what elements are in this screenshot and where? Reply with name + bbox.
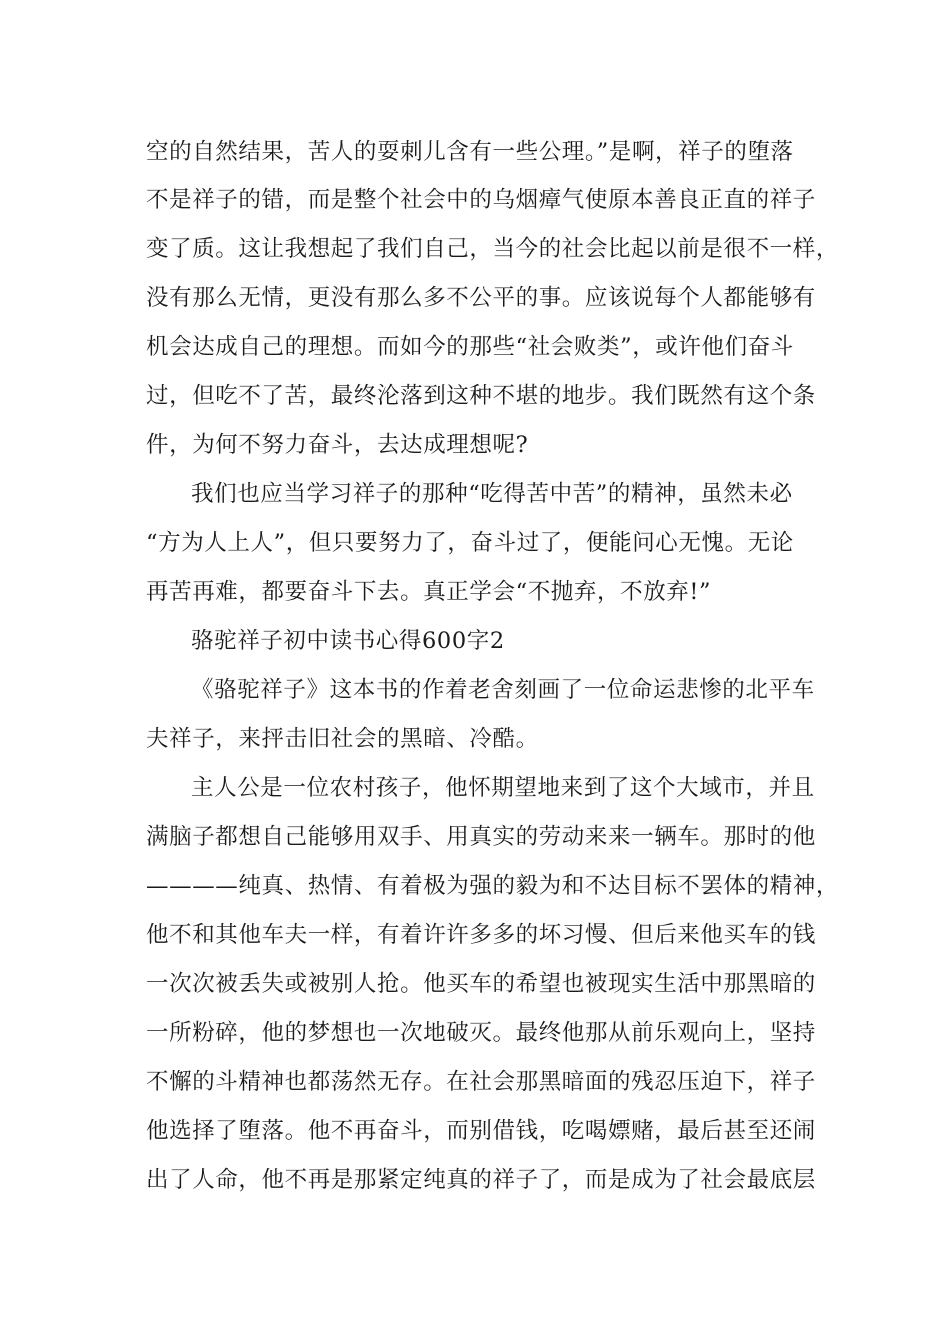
- paragraph-first-line: 我们也应当学习祥子的那种“吃得苦中苦”的精神，虽然未必: [191, 481, 793, 507]
- text-line: 没有那么无情，更没有那么多不公平的事。应该说每个人都能够有: [146, 285, 816, 311]
- text-line: 变了质。这让我想起了我们自己，当今的社会比起以前是很不一样，: [146, 236, 840, 262]
- text-line: 一所粉碎，他的梦想也一次地破灭。最终他那从前乐观向上，坚持: [146, 1020, 816, 1046]
- text-line: 不懈的斗精神也都荡然无存。在社会那黑暗面的残忍压迫下，祥子: [146, 1069, 816, 1095]
- text-line: ————纯真、热情、有着极为强的毅为和不达目标不罢体的精神，: [146, 873, 840, 899]
- text-line: 他选择了堕落。他不再奋斗，而别借钱，吃喝嫖赌，最后甚至还闹: [146, 1118, 816, 1144]
- text-line: 过，但吃不了苦，最终沦落到这种不堪的地步。我们既然有这个条: [146, 383, 816, 409]
- text-line: 不是祥子的错，而是整个社会中的乌烟瘴气使原本善良正直的祥子: [146, 187, 816, 213]
- section-heading: 骆驼祥子初中读书心得600字2: [191, 628, 505, 654]
- text-line: 夫祥子，来抨击旧社会的黑暗、冷酷。: [146, 726, 539, 752]
- text-line: 他不和其他车夫一样，有着许许多多的坏习慢、但后来他买车的钱: [146, 922, 816, 948]
- text-line: 机会达成自己的理想。而如今的那些“社会败类”，或许他们奋斗: [146, 334, 794, 360]
- text-line: 满脑子都想自己能够用双手、用真实的劳动来来一辆车。那时的他: [146, 824, 816, 850]
- text-line: “方为人上人”，但只要努力了，奋斗过了，便能问心无愧。无论: [146, 530, 794, 556]
- paragraph-first-line: 《骆驼祥子》这本书的作着老舍刻画了一位命运悲惨的北平车: [191, 677, 815, 703]
- text-line: 空的自然结果，苦人的耍刺儿含有一些公理。”是啊，祥子的堕落: [146, 139, 794, 165]
- text-line: 出了人命，他不再是那紧定纯真的祥子了，而是成为了社会最底层: [146, 1167, 816, 1193]
- paragraph-first-line: 主人公是一位农村孩子，他怀期望地来到了这个大域市，并且: [191, 775, 815, 801]
- text-line: 件，为何不努力奋斗，去达成理想呢?: [146, 432, 529, 458]
- text-line: 再苦再难，都要奋斗下去。真正学会“不抛弃，不放弃!”: [146, 579, 712, 605]
- text-line: 一次次被丢失或被别人抢。他买车的希望也被现实生活中那黑暗的: [146, 971, 816, 997]
